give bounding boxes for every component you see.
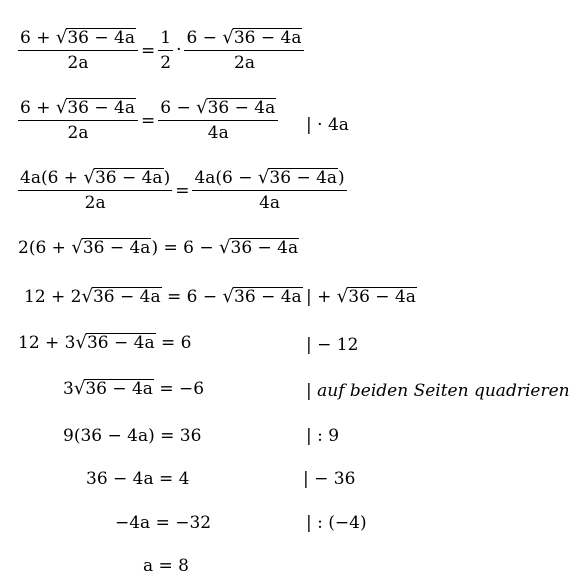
radicand: 36 − 4a xyxy=(233,28,302,48)
equation-line-9: 36 − 4a = 4 xyxy=(86,469,190,489)
radicand: 36 − 4a xyxy=(230,238,299,258)
expression-part: 12 + 3 xyxy=(18,333,76,353)
square-root: √ 36 − 4a xyxy=(336,286,416,307)
square-root: √ 36 − 4a xyxy=(73,378,153,399)
equation-line-10: −4a = −32 xyxy=(115,513,212,533)
expression-part: = 6 xyxy=(155,333,192,353)
fraction-right xyxy=(158,98,278,143)
operation-line-6: | − 12 xyxy=(306,335,359,355)
denominator: 4a xyxy=(207,123,229,143)
square-root: √ 36 − 4a xyxy=(222,286,302,307)
operation-prefix: | + xyxy=(306,287,337,307)
radicand: 36 − 4a xyxy=(348,287,416,307)
square-root: √ 36 − 4a xyxy=(219,237,299,258)
numerator-prefix: 4a(6 + xyxy=(20,168,84,188)
numerator-prefix: 6 − xyxy=(186,28,223,48)
equation-line-11: a = 8 xyxy=(143,556,190,576)
operation-line-8: | : 9 xyxy=(306,426,340,446)
radicand: 36 − 4a xyxy=(67,98,135,118)
radicand: 36 − 4a xyxy=(67,28,135,48)
expression-part: 2(6 + xyxy=(18,238,72,258)
square-root: √ 36 − 4a xyxy=(55,97,135,118)
half-fraction xyxy=(158,28,173,73)
numerator-suffix: ) xyxy=(163,168,171,188)
operation-line-9: | − 36 xyxy=(303,469,356,489)
square-root: √ 36 − 4a xyxy=(83,167,163,188)
denominator: 2a xyxy=(234,53,255,73)
half-numerator: 1 xyxy=(158,28,173,51)
square-root: √ 36 − 4a xyxy=(222,27,302,48)
equation-line-1: 6 + √ 36 − 4a 2a = $\frac{1}{2}$ · 6 − √ 36 − 4a 2a xyxy=(18,28,304,73)
fraction-right xyxy=(184,28,304,73)
operation-line-5 xyxy=(306,287,417,307)
fraction-left xyxy=(18,98,138,143)
numerator-suffix: ) xyxy=(338,168,345,188)
fraction-left xyxy=(18,28,138,73)
equation-line-6 xyxy=(18,333,192,353)
square-root: √ 36 − 4a xyxy=(257,167,338,188)
denominator: 2a xyxy=(84,193,106,213)
radicand: 36 − 4a xyxy=(82,238,151,258)
equation-line-4 xyxy=(18,238,299,258)
radicand: 36 − 4a xyxy=(234,287,302,307)
denominator: 2a xyxy=(67,53,89,73)
expression-part: = −6 xyxy=(153,379,205,399)
square-root: √ 36 − 4a xyxy=(196,97,276,118)
equation-line-5 xyxy=(24,287,303,307)
square-root: √ 36 − 4a xyxy=(81,286,161,307)
radicand: 36 − 4a xyxy=(207,98,276,118)
denominator: 4a xyxy=(259,193,281,213)
numerator-prefix: 6 + xyxy=(20,28,56,48)
half-denominator: 2 xyxy=(160,53,172,73)
radicand: 36 − 4a xyxy=(269,168,338,188)
fraction-right xyxy=(192,168,346,213)
equation-line-3: 4a(6 + √ 36 − 4a ) 2a = 4a(6 − √ 36 − 4a ) 4a xyxy=(20,167,345,213)
expression-part: 3 xyxy=(63,379,74,399)
expression-part: ) = 6 − xyxy=(151,238,220,258)
radicand: 36 − 4a xyxy=(94,168,163,188)
expression-part: = 6 − xyxy=(161,287,223,307)
numerator-prefix: 6 − xyxy=(160,98,197,118)
equation-line-8: 9(36 − 4a) = 36 xyxy=(63,426,202,446)
numerator-prefix: 6 + xyxy=(20,98,56,118)
radicand: 36 − 4a xyxy=(85,379,153,399)
operation-line-10: | : (−4) xyxy=(306,513,367,533)
fraction-left xyxy=(18,168,172,213)
square-root: √ 36 − 4a xyxy=(55,27,135,48)
equation-line-7 xyxy=(63,379,204,399)
square-root: √ 36 − 4a xyxy=(71,237,151,258)
radicand: 36 − 4a xyxy=(86,333,155,353)
equation-line-2: 6 + √ 36 − 4a 2a = 6 − √ 36 − 4a 4a xyxy=(18,98,278,143)
expression-part: 12 + 2 xyxy=(24,287,82,307)
numerator-prefix: 4a(6 − xyxy=(194,168,258,188)
denominator: 2a xyxy=(67,123,89,143)
operation-line-2: | · 4a xyxy=(306,115,349,135)
operation-line-7: | auf beiden Seiten quadrieren xyxy=(306,381,570,401)
radicand: 36 − 4a xyxy=(92,287,161,307)
square-root: √ 36 − 4a xyxy=(75,332,155,353)
